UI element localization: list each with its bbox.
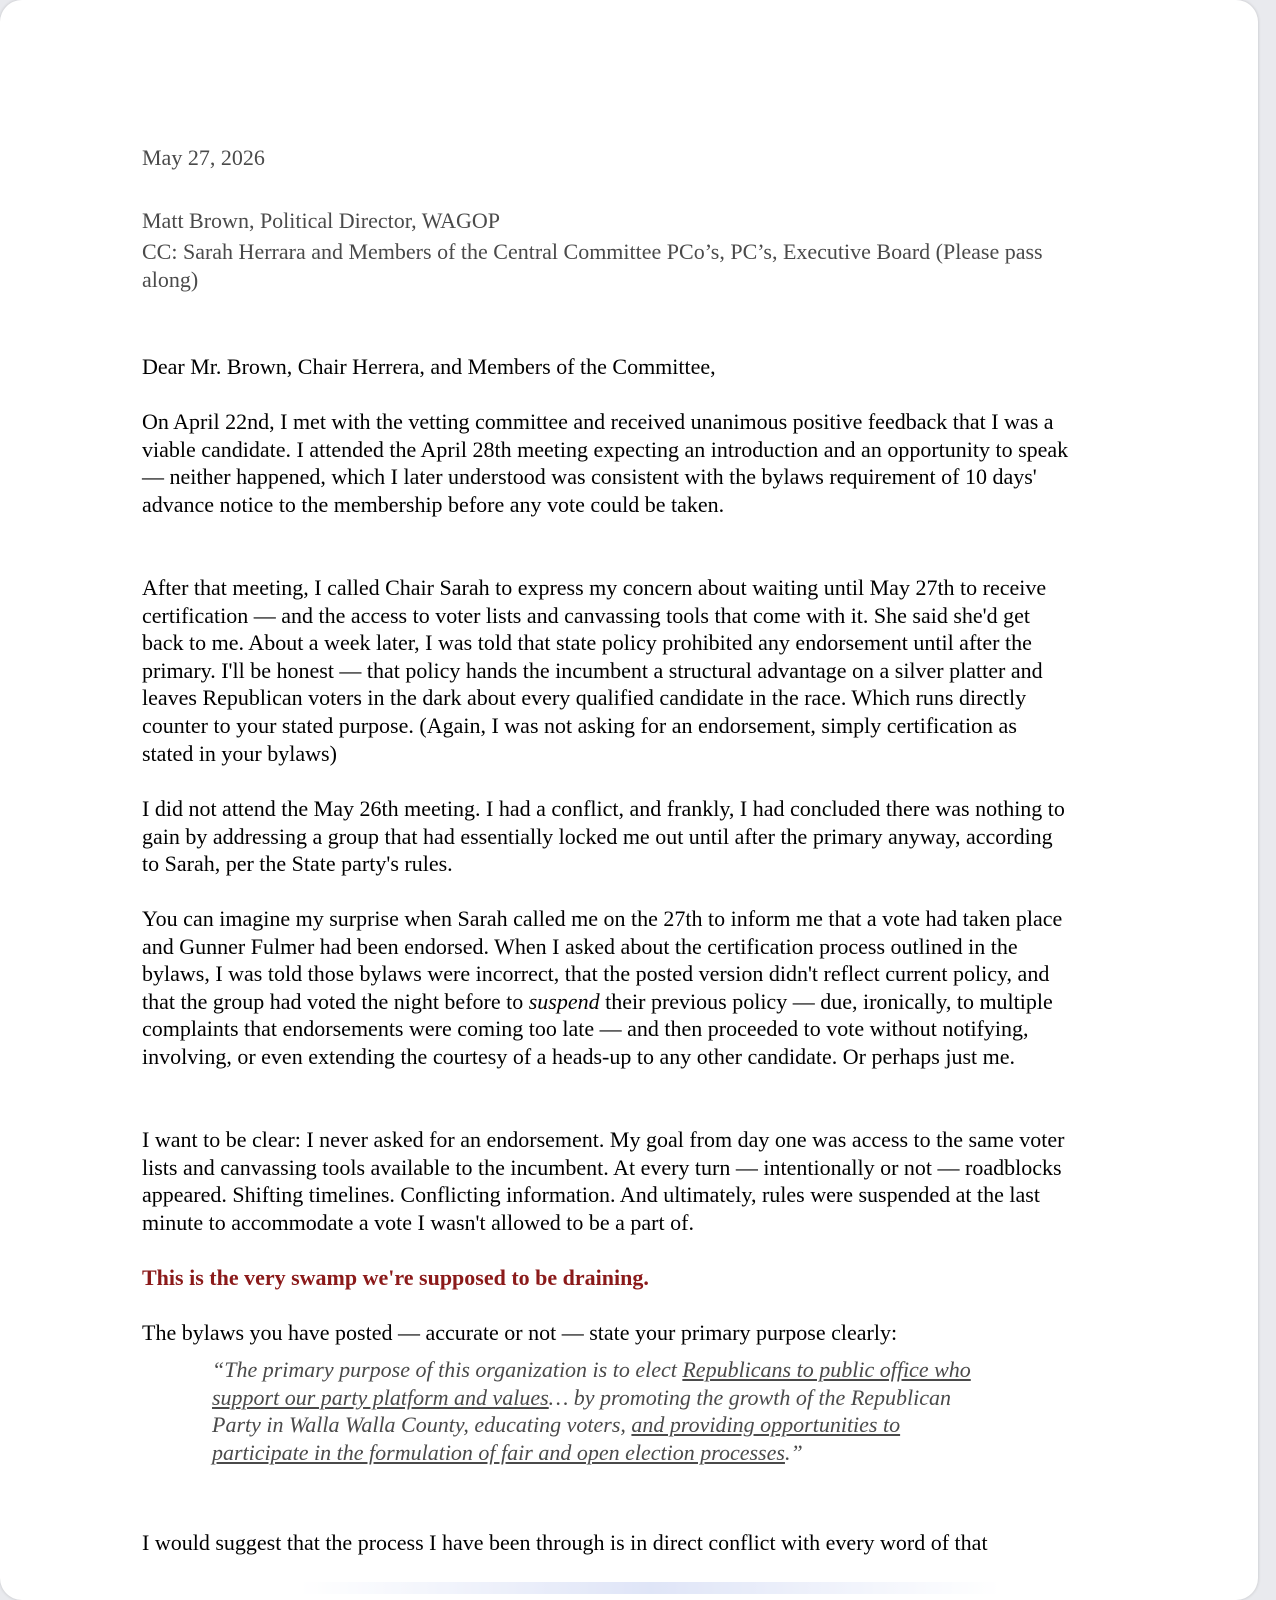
paragraph-certification: After that meeting, I called Chair Sarah to express my concern about waiting until May 27th to receive certification — and the access to voter lists and canvassing tools that come with it. She said she'd get back to me. About a week later, I was told that state policy prohibited any endorsement until after the primary. I'll be honest — that policy hands the incumbent a structural advantage on a silver platter and leaves Republican voters in the dark about every qualified candidate in the race. Which runs directly counter to your stated purpose. (Again, I was not asking for an endorsement, simply certification as stated in your bylaws) <box>142 575 1047 766</box>
quote-close: .” <box>784 1439 803 1465</box>
bylaws-lead: The bylaws you have posted — accurate or not — state your primary purpose clearly: <box>142 1320 898 1345</box>
paragraph-meeting-absence: I did not attend the May 26th meeting. I had a conflict, and frankly, I had concluded there was nothing to gain by addressing a group that had essentially locked me out until after the primary anyway, according to Sarah, per the State party's rules. <box>142 796 1065 877</box>
letter-date: May 27, 2026 <box>142 145 265 170</box>
paragraph-vote-surprise-start: You can imagine my surprise when Sarah called me on the 27th to inform me that a vote had taken place and Gunner Fulmer had been endorsed. When I asked about the certification process outlined in the bylaws, I was told those bylaws were incorrect, that the posted version didn't reflect current policy, and that the group had voted the night before to <box>142 906 1063 1014</box>
page-bottom-shadow <box>300 1582 1000 1594</box>
quote-middle: … by promoting the growth of the Republican Party in Walla Walla County, educating voters, <box>212 1384 952 1438</box>
bylaws-quote <box>212 1356 1002 1466</box>
letter-cc: CC: Sarah Herrara and Members of the Central Committee PCo’s, PC’s, Executive Board (Please pass along) <box>142 239 1043 292</box>
letter-salutation: Dear Mr. Brown, Chair Herrera, and Members of the Committee, <box>142 354 716 379</box>
paragraph-clarification: I want to be clear: I never asked for an endorsement. My goal from day one was access to the same voter lists and canvassing tools available to the incumbent. At every turn — intentionally or not — roadblocks appeared. Shifting timelines. Conflicting information. And ultimately, rules were suspended at the last minute to accommodate a vote I wasn't allowed to be a part of. <box>142 1127 1065 1235</box>
swamp-callout: This is the very swamp we're supposed to be draining. <box>142 1265 649 1290</box>
quote-open: “The primary purpose of this organization is to elect <box>212 1357 683 1382</box>
paragraph-vote-surprise-end: their previous policy — due, ironically, to multiple complaints that endorsements were coming too late — and then proceeded to vote without notifying, involving, or even extending the courtesy of a heads-up to any other candidate. Or perhaps just me. <box>142 988 1053 1069</box>
letter-recipient: Matt Brown, Political Director, WAGOP <box>142 208 501 233</box>
paragraph-vetting: On April 22nd, I met with the vetting committee and received unanimous positive feedback that I was a viable candidate. I attended the April 28th meeting expecting an introduction and an opportunity to speak — neither happened, which I later understood was consistent with the bylaws requirement of 10 days' advance notice to the membership before any vote could be taken. <box>142 409 1069 517</box>
final-line: I would suggest that the process I have been through is in direct conflict with every word of that <box>142 1530 988 1555</box>
quote-underline-opportunities: and providing opportunities to participate in the formulation of fair and open election processes <box>212 1412 901 1465</box>
emphasis-suspend: suspend <box>528 988 600 1014</box>
paragraph-vote-surprise <box>142 905 1072 1071</box>
quote-underline-purpose: Republicans to public office who support our party platform and values <box>212 1357 971 1410</box>
